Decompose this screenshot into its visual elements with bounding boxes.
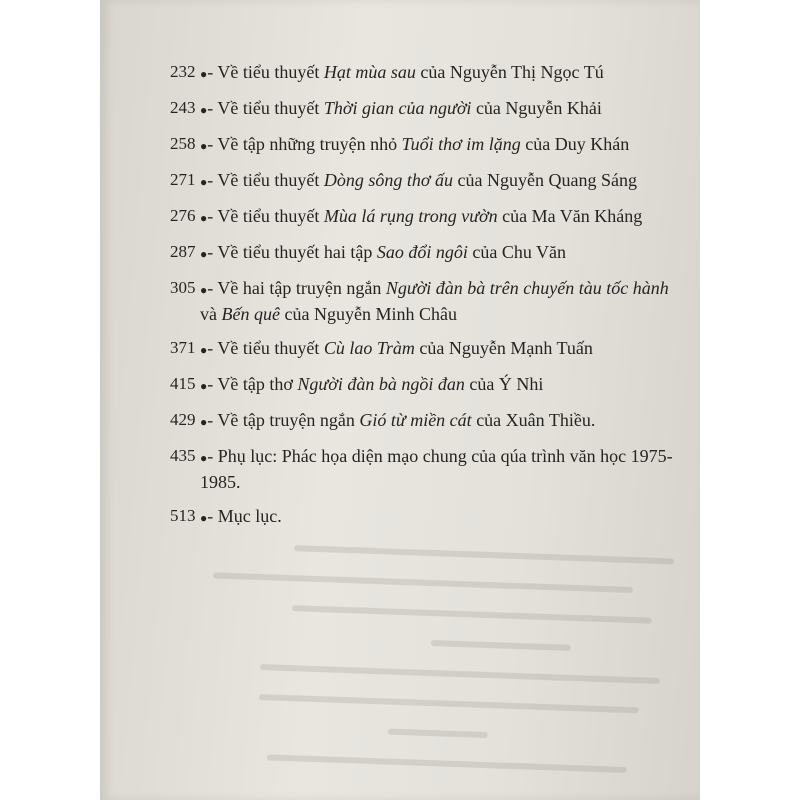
bullet-icon: ● (200, 139, 208, 153)
page-number: 271 (170, 170, 196, 189)
bullet-icon: ● (200, 379, 208, 393)
toc-entry: 415 ●- Về tập thơ Người đàn bà ngồi đan của Ý Nhi (170, 374, 544, 394)
page-number: 435 (170, 446, 196, 465)
bleed-through-shadow (166, 531, 695, 809)
toc-entry: 271 ●- Về tiểu thuyết Dòng sông thơ ấu của Nguyễn Quang Sáng (170, 170, 637, 190)
bullet-icon: ● (200, 343, 208, 357)
bullet-icon: ● (200, 451, 208, 465)
toc-entry: 305 ●- Về hai tập truyện ngắn Người đàn bà trên chuyến tàu tốc hành và Bến quê của Nguyễn Minh Châu (170, 278, 669, 324)
bullet-icon: ● (200, 415, 208, 429)
page-number: 276 (170, 206, 196, 225)
table-of-contents (170, 60, 690, 540)
bullet-icon: ● (200, 103, 208, 117)
toc-entry: 243 ●- Về tiểu thuyết Thời gian của người của Nguyễn Khải (170, 98, 602, 118)
page-number: 287 (170, 242, 196, 261)
toc-entry: 287 ●- Về tiểu thuyết hai tập Sao đổi ngôi của Chu Văn (170, 242, 567, 262)
page-number: 371 (170, 338, 196, 357)
bullet-icon: ● (200, 175, 208, 189)
bullet-icon: ● (200, 511, 208, 525)
toc-entry: 513 ●- Mục lục. (170, 506, 282, 526)
bullet-icon: ● (200, 283, 208, 297)
page-number: 513 (170, 506, 196, 525)
page-number: 258 (170, 134, 196, 153)
toc-entry: 232 ●- Về tiểu thuyết Hạt mùa sau của Nguyễn Thị Ngọc Tú (170, 62, 604, 82)
bleed-lines-graphic (166, 531, 695, 809)
page-number: 232 (170, 62, 196, 81)
page-number: 243 (170, 98, 196, 117)
toc-entry: 371 ●- Về tiểu thuyết Cù lao Tràm của Nguyễn Mạnh Tuấn (170, 338, 593, 358)
page-number: 429 (170, 410, 196, 429)
bullet-icon: ● (200, 67, 208, 81)
toc-entry: 258 ●- Về tập những truyện nhỏ Tuổi thơ im lặng của Duy Khán (170, 134, 630, 154)
page-number: 305 (170, 278, 196, 297)
bullet-icon: ● (200, 211, 208, 225)
toc-entry: 429 ●- Về tập truyện ngắn Gió từ miền cát của Xuân Thiều. (170, 410, 596, 430)
bullet-icon: ● (200, 247, 208, 261)
toc-entry: 276 ●- Về tiểu thuyết Mùa lá rụng trong vườn của Ma Văn Kháng (170, 206, 643, 226)
page-number: 415 (170, 374, 196, 393)
toc-entry: 435 ●- Phụ lục: Phác họa diện mạo chung của qúa trình văn học 1975-1985. (170, 446, 673, 492)
